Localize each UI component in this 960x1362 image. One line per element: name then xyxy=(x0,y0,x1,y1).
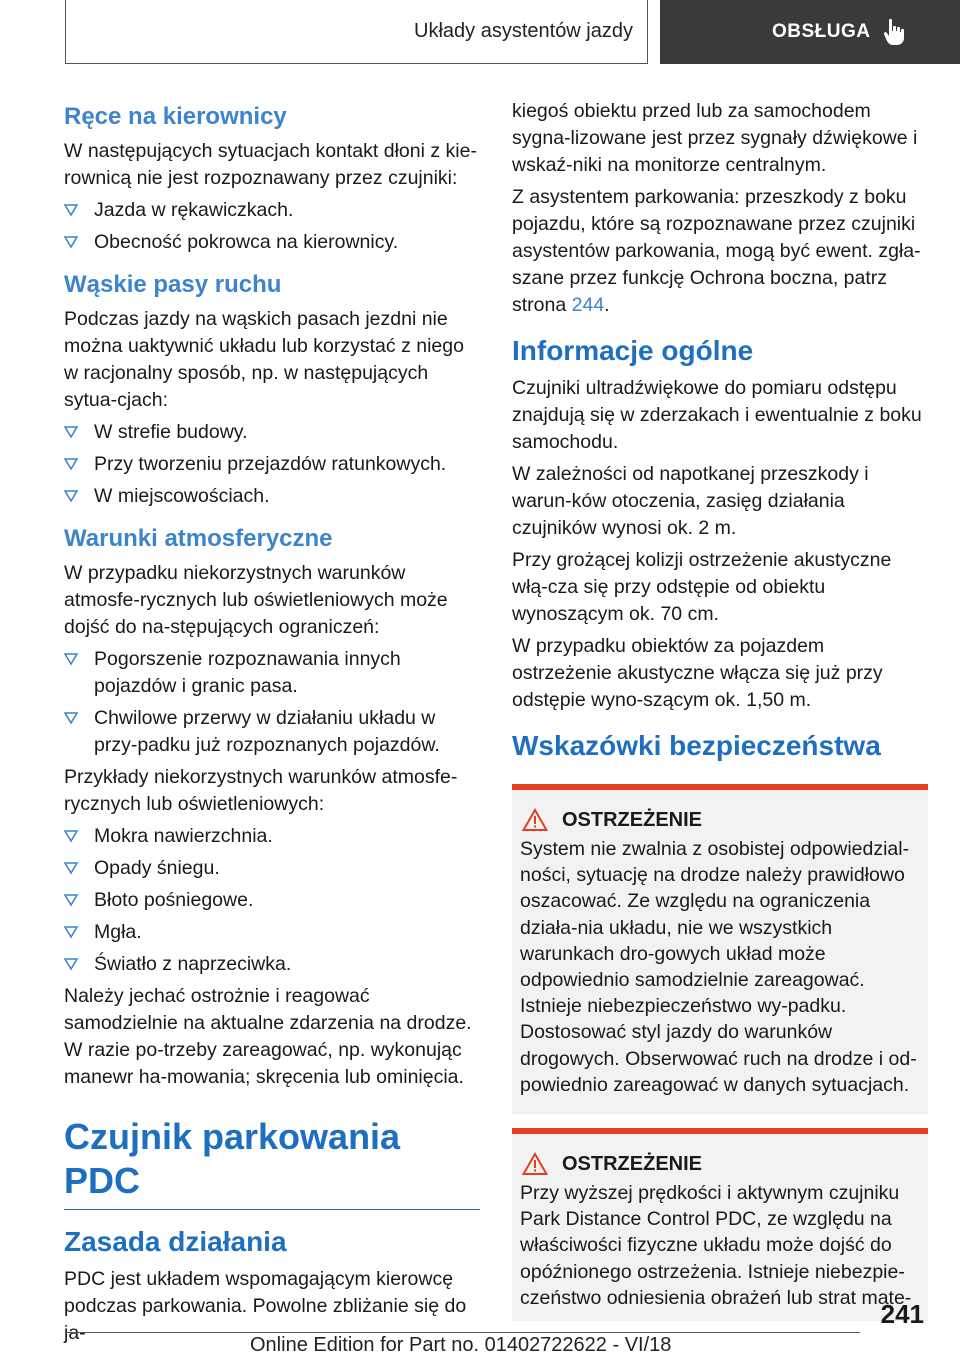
chapter-title-block xyxy=(64,1115,480,1210)
triangle-bullet-icon xyxy=(64,203,78,217)
triangle-bullet-icon xyxy=(64,861,78,875)
list-item: Obecność pokrowca na kierownicy. xyxy=(64,229,480,256)
heading-narrow-lanes: Wąskie pasy ruchu xyxy=(64,271,282,298)
footer-divider xyxy=(65,1332,860,1333)
header-chapter-box xyxy=(660,0,960,64)
paragraph: Z asystentem parkowania: przeszkody z boku pojazdu, które są rozpoznawane przez czujniki asystentów parkowania, mogą być ewent. zgła-szane przez funkcję Ochrona boczna, patrz strona 244. xyxy=(512,186,921,316)
triangle-bullet-icon xyxy=(64,489,78,503)
header-section-title: Układy asystentów jazdy xyxy=(414,20,633,42)
paragraph: W przypadku obiektów za pojazdem ostrzeżenie akustyczne włącza się już przy odstępie wyno-szącym ok. 1,50 m. xyxy=(512,635,883,711)
header-chapter-title: OBSŁUGA xyxy=(772,21,871,42)
warning-title: OSTRZEŻENIE xyxy=(562,808,703,831)
paragraph: W zależności od napotkanej przeszkody i warun-ków otoczenia, zasięg działania czujników wynosi ok. 2 m. xyxy=(512,463,869,539)
triangle-bullet-icon xyxy=(64,925,78,939)
triangle-bullet-icon xyxy=(64,235,78,249)
triangle-bullet-icon xyxy=(64,425,78,439)
warning-box xyxy=(512,784,928,1114)
warning-text: System nie zwalnia z osobistej odpowiedzial-ności, sytuację na drodze należy prawidłowo oszacować. Ze względu na ograniczenia działa-nia układu, nie we wszystkich warunkach dro-gowych układ może odpowiednio samodzielnie zareagować. Istnieje niebezpieczeństwo wy-padku. Dostosować styl jazdy do warunków drogowych. Obserwować ruch na drodze i od-powiednio zareagować w danych sytuacjach. xyxy=(520,838,917,1096)
warning-triangle-icon xyxy=(522,808,548,832)
warning-triangle-icon xyxy=(522,1152,548,1176)
list-item: Mgła. xyxy=(64,919,480,946)
heading-safety-notes: Wskazówki bezpieczeństwa xyxy=(512,730,881,761)
list-item: Opady śniegu. xyxy=(64,855,480,882)
triangle-bullet-icon xyxy=(64,711,78,725)
paragraph: W następujących sytuacjach kontakt dłoni z kie-rownicą nie jest rozpoznawany przez czujniki: xyxy=(64,140,477,189)
warning-title: OSTRZEŻENIE xyxy=(562,1152,703,1175)
paragraph: Podczas jazdy na wąskich pasach jezdni nie można uaktywnić układu lub korzystać z niego w racjonalny sposób, np. w następujących sytua-cjach: xyxy=(64,308,464,411)
footer-edition: Online Edition for Part no. 01402722622 - VI/18 xyxy=(250,1334,672,1356)
heading-hands-on-wheel: Ręce na kierownicy xyxy=(64,103,287,130)
paragraph: Czujniki ultradźwiękowe do pomiaru odstępu znajdują się w zderzakach i ewentualnie z boku samochodu. xyxy=(512,377,922,453)
list-item: Przy tworzeniu przejazdów ratunkowych. xyxy=(64,451,480,478)
warning-box xyxy=(512,1128,928,1321)
paragraph: Należy jechać ostrożnie i reagować samodzielnie na aktualne zdarzenia na drodze. W razie po-trzeby zareagować, np. wykonując manewr ha-mowania; skręcenia lub ominięcia. xyxy=(64,985,472,1088)
triangle-bullet-icon xyxy=(64,957,78,971)
paragraph: kiegoś obiektu przed lub za samochodem sygna-lizowane jest przez sygnały dźwiękowe i wskaź-niki na monitorze centralnym. xyxy=(512,100,918,176)
list-item: W strefie budowy. xyxy=(64,419,480,446)
list-item: Światło z naprzeciwka. xyxy=(64,951,480,978)
list-item: Pogorszenie rozpoznawania innych pojazdów i granic pasa. xyxy=(64,646,480,700)
heading-weather-conditions: Warunki atmosferyczne xyxy=(64,525,333,552)
header-section-box xyxy=(65,0,648,64)
list-item: Mokra nawierzchnia. xyxy=(64,823,480,850)
left-column xyxy=(64,98,480,1352)
warning-text: Przy wyższej prędkości i aktywnym czujniku Park Distance Control PDC, ze względu na właściwości fizyczne układu może dojść do opóźnionego ostrzeżenia. Istnieje niebezpie-czeństwo odniesienia obrażeń lub strat mate- xyxy=(520,1182,912,1309)
hand-pointer-icon xyxy=(883,18,905,46)
page-link[interactable]: 244 xyxy=(571,294,605,316)
triangle-bullet-icon xyxy=(64,457,78,471)
paragraph: Przy grożącej kolizji ostrzeżenie akustyczne włą-cza się przy odstępie od obiektu wynoszącym ok. 70 cm. xyxy=(512,549,892,625)
list-item: W miejscowościach. xyxy=(64,483,480,510)
chapter-title: Czujnik parkowania PDC xyxy=(64,1116,401,1201)
right-column xyxy=(512,98,928,1335)
heading-general-information: Informacje ogólne xyxy=(512,335,754,366)
triangle-bullet-icon xyxy=(64,893,78,907)
heading-operating-principle: Zasada działania xyxy=(64,1226,287,1257)
triangle-bullet-icon xyxy=(64,652,78,666)
paragraph: PDC jest układem wspomagającym kierowcę podczas parkowania. Powolne zbliżanie się do ja- xyxy=(64,1268,467,1344)
page-number: 241 xyxy=(880,1299,924,1329)
list-item: Chwilowe przerwy w działaniu układu w przy-padku już rozpoznanych pojazdów. xyxy=(64,705,480,759)
triangle-bullet-icon xyxy=(64,829,78,843)
list-item: Jazda w rękawiczkach. xyxy=(64,197,480,224)
paragraph: W przypadku niekorzystnych warunków atmosfe-rycznych lub oświetleniowych może dojść do na-stępujących ograniczeń: xyxy=(64,562,448,638)
list-item: Błoto pośniegowe. xyxy=(64,887,480,914)
paragraph: Przykłady niekorzystnych warunków atmosfe-rycznych lub oświetleniowych: xyxy=(64,766,458,815)
